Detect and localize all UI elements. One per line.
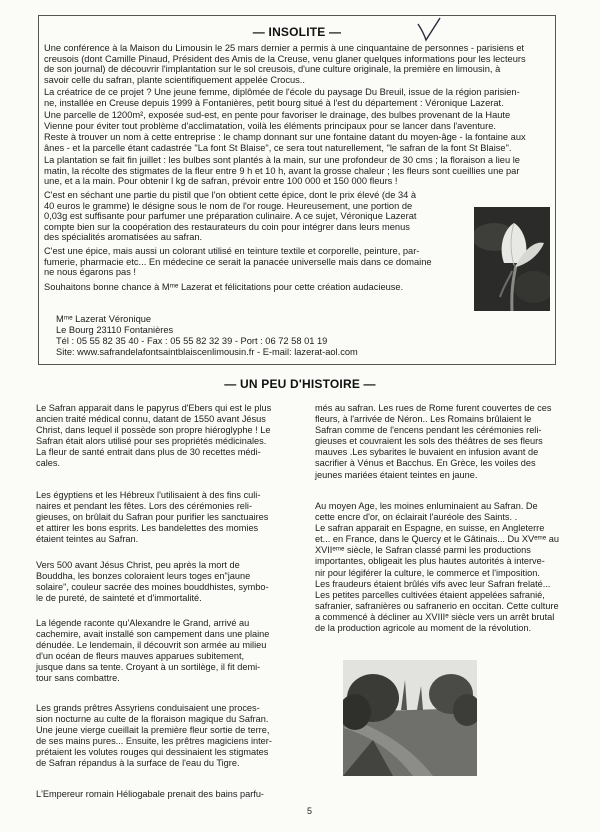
insolite-paragraph-4: Reste à trouver un nom à cette entreprise : le champ donnant sur une fontaine datant du moyen-âge - la fontaine aux ânes - et la parcelle étant cadastrée "La font St Blaise", ce sera tout naturellement, "le safran de la font St Blaise".: [44, 132, 526, 153]
histoire-left-paragraph-6: L'Empereur romain Héliogabale prenait des bains parfu-: [36, 789, 264, 799]
insolite-paragraph-8: Souhaitons bonne chance à Mᵐᵉ Lazerat et félicitations pour cette création audacieuse.: [44, 282, 404, 292]
histoire-left-paragraph-4: La légende raconte qu'Alexandre le Grand, arrivé au cachemire, avait installé son campement dans une plaine dénudée. Le lendemain, il découvrit son armée au milieu d'un océan de fleurs mauves apparues subitement, jusque dans sa tente. Croyant à un sortilège, il fit demi- tour sans combattre.: [36, 618, 270, 684]
histoire-right-paragraph-1: més au safran. Les rues de Rome furent couvertes de ces fleurs, à l'arrivée de Néron.. Les Romains brûlaient le Safran comme de l'encens pendant les cérémonies reli- gieuses et couvraient les sols des théâtres de ses fleurs mauves .Les sybarites le buvaient en infusion avant de sacrifier à Vénus et Bacchus. En Grèce, les voiles des jeunes mariées étaient teintes en jaune.: [315, 403, 552, 480]
insolite-paragraph-1: Une conférence à la Maison du Limousin le 25 mars dernier a permis à une cinquantaine de personnes - parisiens et creusois (dont Camille Pinaud, Président des Amis de la Creuse, venu glaner quelques informations pour les lecteurs de son journal) de découvrir l'implantation sur le sol creusois, d'une culture originale, la première en limousin, à savoir celle du safran, plante scientifiquement appelée Crocus..: [44, 43, 526, 85]
contact-phone: Tél : 05 55 82 35 40 - Fax : 05 55 82 32 39 - Port : 06 72 58 01 19: [56, 336, 328, 346]
countryside-photo: [343, 660, 477, 776]
handwritten-check-mark: [414, 16, 444, 46]
histoire-left-paragraph-5: Les grands prêtres Assyriens conduisaient une proces- sion nocturne au culte de la floraison magique du Safran. Une jeune vierge cueillait la première fleur sortie de terre, de ses mains pures... Ensuite, les prêtres magiciens inter- prétaient les volutes rouges qui dessinaient les stigmates de Safran répandus à la surface de l'eau du Tigre.: [36, 703, 272, 769]
contact-website: Site: www.safrandelafontsaintblaiscenlimousin.fr - E-mail: lazerat-aol.com: [56, 347, 358, 357]
insolite-paragraph-3: Une parcelle de 1200m², exposée sud-est, en pente pour favoriser le drainage, des bulbes provenant de la Haute Vienne pour éviter tout problème d'acclimatation, voilà les éléments principaux pour se lancer dans l'aventure.: [44, 110, 511, 131]
insolite-paragraph-6: C'est en séchant une partie du pistil que l'on obtient cette épice, dont le prix élevé (de 34 à 40 euros le gramme) le désigne sous le nom de l'or rouge. Heureusement, une portion de 0,03g est suffisante pour parfumer une préparation culinaire. A ce sujet, Véronique Lazerat compte bien sur la coopération des restaurateurs du coin pour intégrer dans leurs menus des spécialités aromatisées au safran.: [44, 190, 417, 243]
insolite-paragraph-7: C'est une épice, mais aussi un colorant utilisé en teinture textile et corporelle, peinture, par- fumerie, pharmacie etc... En médecine ce serait la panacée universelle mais dans ce domaine ne nous égarons pas !: [44, 246, 432, 278]
histoire-left-paragraph-1: Le Safran apparait dans le papyrus d'Ebers qui est le plus ancien traité médical connu, datant de 1550 avant Jésus Christ, dans lequel il possède son propre hiéroglyphe ! Le Safran était alors utilisé pour ses propriétés médicinales. La fleur de santé entrait dans plus de 30 recettes médi- cales.: [36, 403, 272, 469]
contact-address: Le Bourg 23110 Fontanières: [56, 325, 174, 335]
histoire-left-paragraph-2: Les égyptiens et les Hébreux l'utilisaient à des fins culi- naires et pendant les fêtes. Lors des cérémonies reli- gieuses, on brûlait du Safran pour purifier les sanctuaires et attirer les bons esprits. Les bandelettes des momies étaient teintes au Safran.: [36, 490, 269, 545]
histoire-right-paragraph-2: Au moyen Age, les moines enluminaient au Safran. De cette encre d'or, on éclairait l'auréole des Saints. . Le safran apparait en Espagne, en suisse, en Angleterre et... en France, dans le Quercy et le Gâtinais... Du XVᵉᵐᵉ au XVIIᵉᵐᵉ siècle, le Safran classé parmi les productions importantes, obligeait les plus hautes autorités à interve- nir pour légiférer la culture, le commerce et l'imposition. Les fraudeurs étaient brûlés vifs avec leur Safran frelaté... Les petites parcelles cultivées étaient appelées safranié, safranier, safranières ou safranerio en occitan. Cette culture a commencé à décliner au XVIIIᵉ siècle vers un arrêt brutal de la production agricole au moment de la révolution.: [315, 501, 559, 634]
histoire-title: — UN PEU D'HISTOIRE —: [224, 377, 376, 391]
insolite-paragraph-5: La plantation se fait fin juillet : les bulbes sont plantés à la main, sur une profondeur de 30 cms ; la floraison a lieu le matin, la récolte des stigmates de la fleur entre 9 h et 10 h, avant la grosse chaleur ; les fleurs sont cueillies une par une, et a la main. Pour obtenir l kg de safran, prévoir entre 100 000 et 150 000 fleurs !: [44, 155, 520, 187]
contact-name: Mᵐᵉ Lazerat Véronique: [56, 314, 152, 324]
page-number: 5: [307, 806, 313, 816]
crocus-photo: [474, 207, 550, 311]
histoire-left-paragraph-3: Vers 500 avant Jésus Christ, peu après la mort de Bouddha, les bonzes coloraient leurs toges en"jaune solaire", couleur sacrée des moines bouddhistes, symbo- le de pureté, de sainteté et d'immortalité.: [36, 560, 269, 604]
insolite-title: — INSOLITE —: [252, 25, 342, 39]
insolite-paragraph-2: La créatrice de ce projet ? Une jeune femme, diplômée de l'école du paysage Du Breuil, issue de la région parisien- ne, installée en Creuse depuis 1999 à Fontanières, petit bourg situé à l'est du département : Véronique Lazerat.: [44, 87, 520, 108]
